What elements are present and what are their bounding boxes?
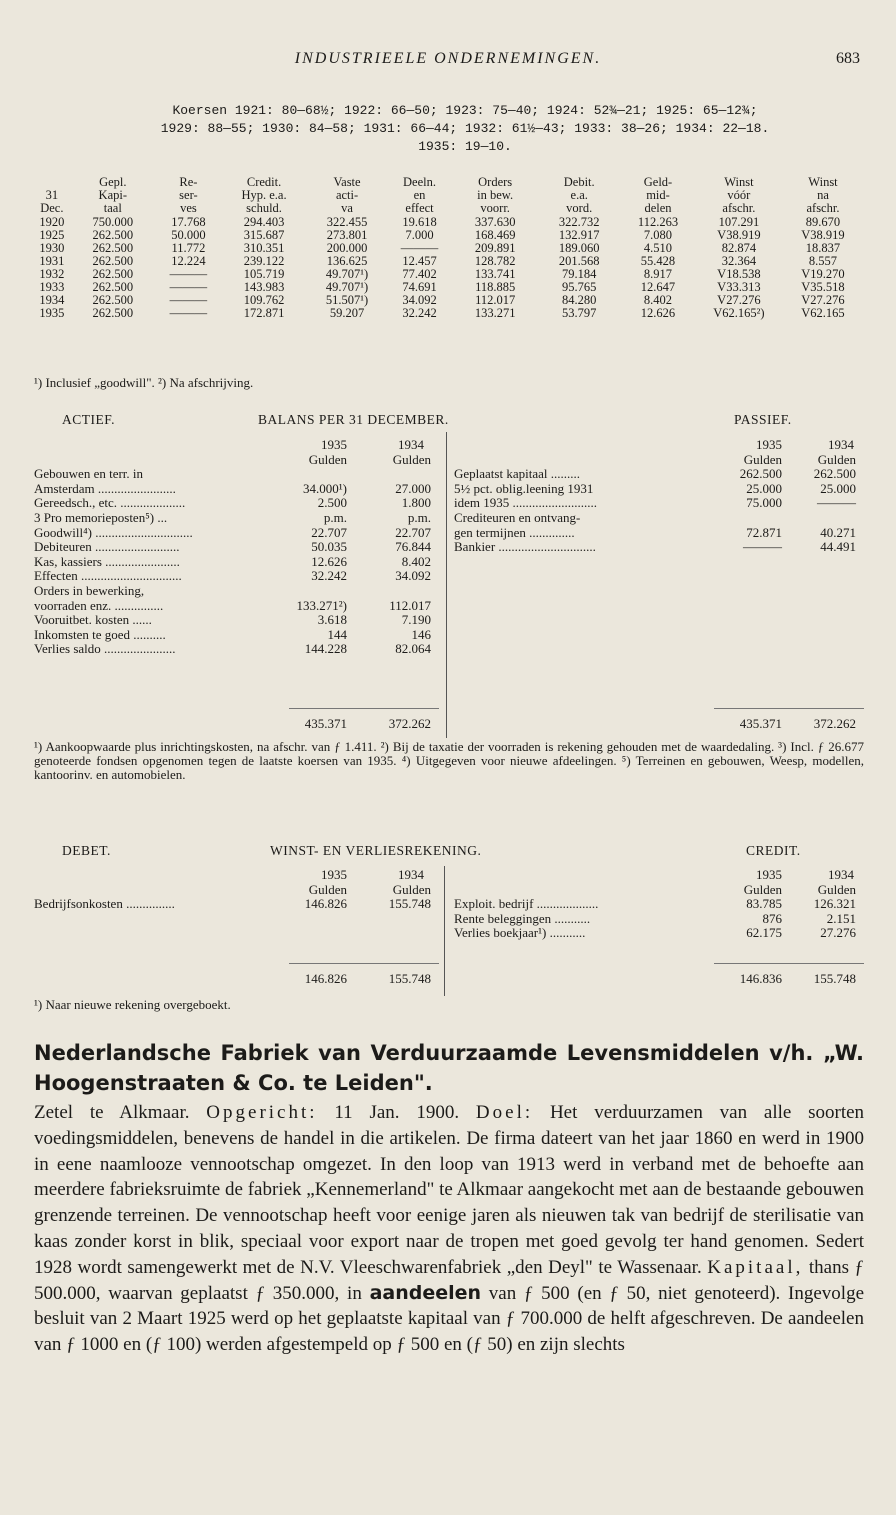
list-item xyxy=(34,584,439,599)
company-purpose-text: Het verduurzamen van alle soorten voedingsmiddelen, benevens de handel in die artikelen. De firma dateert van het jaar 1860 en werd in 1900 in eene naamlooze vennootschap omgezet. In den loop van 1913 werd in verband met de behoefte aan meerdere fabrieksruimte de fabriek „Kennemerland" te Alkmaar aangekocht met aan de bestaande gebouwen grenzende terreinen. De vennootschap heeft voor eenige jaren als nieuwen tak van bedrijf de sterilisatie van kaas zonder korst in blik, speciaal voor export naar de tropen met goed gevolg ter hand genomen. Sedert 1928 wordt samengewerkt met de N.V. Vleeschwarenfabriek „den Deyl" te Wassenaar. xyxy=(34,1102,865,1278)
key-figures-header-line: taal xyxy=(103,201,122,215)
list-item xyxy=(34,613,439,628)
value-cell: 132.917 xyxy=(558,228,600,242)
value-cell: ——— xyxy=(400,241,439,255)
value-cell: 133.271 xyxy=(474,306,516,320)
item-value-1935: 75.000 xyxy=(746,495,782,511)
assets-unit-1: Gulden xyxy=(308,451,347,467)
item-label: Orders in bewerking, xyxy=(34,583,145,598)
value-cell: V27.276 xyxy=(801,293,845,307)
value-cell: 294.403 xyxy=(243,215,285,229)
key-figures-header-line: 31 xyxy=(45,188,59,202)
liabilities-rows xyxy=(454,467,864,555)
key-figures-header-line: e.a. xyxy=(570,188,588,202)
key-figures-header-line: Gepl. xyxy=(99,175,127,189)
credit-total-1934: 155.748 xyxy=(813,971,856,986)
shares-word: aandeelen xyxy=(369,1281,482,1304)
price-quotes-line-1: Koersen 1921: 80—68½; 1922: 66—50; 1923: 75—40; 1924: 52¾—21; 1925: 65—12¾; xyxy=(172,103,758,118)
item-label: Rente beleggingen ........... xyxy=(454,911,591,926)
company-seat: Zetel te Alkmaar. xyxy=(34,1102,190,1123)
value-cell: 34.092 xyxy=(402,293,437,307)
liabilities-year-1: 1935 xyxy=(756,437,782,452)
key-figures-header-line: Credit. xyxy=(246,175,282,189)
balance-footnotes: ¹) Aankoopwaarde plus inrichtingskosten, na afschr. van ƒ 1.411. ²) Bij de taxatie der voorraden is rekening gehouden met de waardedaling. ³) Incl. ƒ 26.677 genoteerde fondsen opgenomen tegen de laatste koersen van 1935. ⁴) Uitgegeven voor nieuwe afdeelingen. ⁵) Terreinen en gebouwen, Weesp, modellen, kantoorinv. en automobielen. xyxy=(34,739,864,782)
year-cell: 1933 xyxy=(39,280,65,294)
item-label: Verlies saldo ...................... xyxy=(34,642,176,657)
list-item xyxy=(34,467,439,482)
list-item xyxy=(454,912,864,927)
profit-loss-title: WINST- EN VERLIESREKENING. xyxy=(270,843,482,858)
item-value-1934: 82.064 xyxy=(395,641,431,657)
list-item xyxy=(34,511,439,526)
value-cell: 337.630 xyxy=(474,215,516,229)
value-cell: 105.719 xyxy=(243,267,285,281)
table-row xyxy=(34,215,864,229)
value-cell: 239.122 xyxy=(243,254,285,268)
key-figures-header-line: ves xyxy=(180,201,197,215)
item-value-1934: 22.707 xyxy=(395,524,431,540)
item-label: 3 Pro memorieposten⁵) ... xyxy=(34,510,168,525)
value-cell: 310.351 xyxy=(243,241,285,255)
value-cell: 143.983 xyxy=(243,280,285,294)
liabilities-column xyxy=(454,438,864,555)
year-cell: 1920 xyxy=(39,215,65,229)
value-cell: 262.500 xyxy=(92,267,134,281)
list-item xyxy=(454,467,864,482)
year-cell: 1934 xyxy=(39,293,65,307)
item-value-1934: 27.000 xyxy=(395,480,431,496)
credit-year-1: 1935 xyxy=(756,867,782,882)
credit-year-2: 1934 xyxy=(828,867,854,882)
value-cell: 128.782 xyxy=(474,254,516,268)
company-name: Nederlandsche Fabriek van Verduurzaamde Levensmiddelen v/h. „W. Hoogenstraaten & Co. te Leiden". xyxy=(34,1041,864,1095)
value-cell: 51.507¹) xyxy=(325,293,369,307)
value-cell: V35.518 xyxy=(801,280,845,294)
value-cell: 8.917 xyxy=(643,267,673,281)
value-cell: 55.428 xyxy=(640,254,676,268)
item-value-1935: 83.785 xyxy=(746,896,782,912)
assets-heading: ACTIEF. xyxy=(62,412,116,427)
debit-total-1935: 146.826 xyxy=(304,971,347,986)
key-figures-header-line: afschr. xyxy=(722,201,756,215)
credit-heading: CREDIT. xyxy=(746,843,801,858)
key-figures-header-10 xyxy=(782,176,864,215)
item-value-1934: 27.276 xyxy=(820,925,856,941)
item-label: Geplaatst kapitaal ......... xyxy=(454,467,580,482)
item-value-1935: 262.500 xyxy=(739,466,782,482)
value-cell: 7.080 xyxy=(643,228,673,242)
liabilities-unit-1: Gulden xyxy=(743,451,782,467)
list-item xyxy=(34,526,439,541)
value-cell: ——— xyxy=(169,306,208,320)
value-cell: 262.500 xyxy=(92,293,134,307)
list-item xyxy=(454,897,864,912)
value-cell: 172.871 xyxy=(243,306,285,320)
list-item xyxy=(454,926,864,941)
value-cell: 107.291 xyxy=(718,215,760,229)
capital-label: Kapitaal, xyxy=(707,1256,804,1278)
item-value-1934: 76.844 xyxy=(395,539,431,555)
value-cell: 12.224 xyxy=(171,254,206,268)
balance-sheet xyxy=(34,408,864,738)
value-cell: V62.165²) xyxy=(713,306,765,320)
key-figures-header-row xyxy=(34,176,864,215)
value-cell: 59.207 xyxy=(329,306,365,320)
item-value-1934: 155.748 xyxy=(388,896,431,912)
key-figures-header-line: Debit. xyxy=(563,175,595,189)
value-cell: 4.510 xyxy=(643,241,673,255)
item-label: 5½ pct. oblig.leening 1931 xyxy=(454,481,594,496)
list-item xyxy=(34,628,439,643)
key-figures-header-line: Winst xyxy=(808,175,838,189)
founded-date: 11 Jan. 1900. xyxy=(334,1102,460,1123)
value-cell: 79.184 xyxy=(562,267,597,281)
debit-heading: DEBET. xyxy=(62,843,111,858)
item-label: Inkomsten te goed .......... xyxy=(34,627,166,642)
key-figures-header-line: Deeln. xyxy=(403,175,437,189)
key-figures-header-line: vóór xyxy=(727,188,751,202)
key-figures-header-line: Hyp. e.a. xyxy=(241,188,287,202)
value-cell: 209.891 xyxy=(474,241,516,255)
key-figures-header-line: na xyxy=(817,188,829,202)
assets-total-1934: 372.262 xyxy=(388,716,431,731)
profit-loss-account xyxy=(34,838,864,998)
debit-year-1: 1935 xyxy=(321,867,347,882)
credit-column xyxy=(454,868,864,941)
item-value-1935: 144.228 xyxy=(304,641,347,657)
value-cell: ——— xyxy=(169,267,208,281)
key-figures-header-line: Winst xyxy=(724,175,754,189)
value-cell: V38.919 xyxy=(801,228,845,242)
value-cell: V19.270 xyxy=(801,267,845,281)
item-value-1934: 34.092 xyxy=(395,568,431,584)
list-item xyxy=(34,540,439,555)
value-cell: 49.707¹) xyxy=(325,280,369,294)
item-value-1935: 133.271²) xyxy=(296,597,347,613)
value-cell: 50.000 xyxy=(171,228,206,242)
capital-text: thans ƒ 500.000, waarvan geplaatst ƒ 350.000, in xyxy=(34,1256,865,1304)
key-figures-header-6 xyxy=(452,176,538,215)
liabilities-total-rule xyxy=(714,708,864,709)
credit-unit-2: Gulden xyxy=(817,881,856,897)
year-cell: 1932 xyxy=(39,267,65,281)
value-cell: 118.885 xyxy=(475,280,516,294)
value-cell: V38.919 xyxy=(717,228,761,242)
item-label: Kas, kassiers ....................... xyxy=(34,554,180,569)
key-figures-header-line: acti- xyxy=(335,188,359,202)
assets-rows xyxy=(34,467,439,657)
list-item xyxy=(34,599,439,614)
purpose-label: Doel: xyxy=(475,1102,534,1123)
item-label: Verlies boekjaar¹) ........... xyxy=(454,926,586,941)
credit-total-1935: 146.836 xyxy=(739,971,782,986)
value-cell: 168.469 xyxy=(474,228,516,242)
value-cell: 74.691 xyxy=(402,280,437,294)
value-cell: 53.797 xyxy=(562,306,597,320)
assets-column xyxy=(34,438,439,657)
value-cell: 201.568 xyxy=(558,254,600,268)
key-figures-header-7 xyxy=(538,176,620,215)
page-number: 683 xyxy=(836,50,860,67)
balance-sheet-title: BALANS PER 31 DECEMBER. xyxy=(258,412,449,427)
key-figures-header-line: afschr. xyxy=(806,201,840,215)
key-figures-header-line: en xyxy=(413,188,426,202)
item-label: gen termijnen .............. xyxy=(454,525,575,540)
key-figures-header-line: mid- xyxy=(646,188,670,202)
assets-total-1935: 435.371 xyxy=(304,716,347,731)
profit-loss-footnote: ¹) Naar nieuwe rekening overgeboekt. xyxy=(34,997,231,1012)
key-figures-header-line: Re- xyxy=(179,175,198,189)
item-value-1934: 112.017 xyxy=(389,597,431,613)
list-item xyxy=(34,569,439,584)
assets-unit-2: Gulden xyxy=(392,451,431,467)
year-cell: 1925 xyxy=(39,228,65,242)
value-cell: 11.772 xyxy=(171,241,206,255)
value-cell: V33.313 xyxy=(717,280,761,294)
key-figures-header-line: va xyxy=(341,201,353,215)
value-cell: 200.000 xyxy=(326,241,368,255)
credit-rows xyxy=(454,897,864,941)
key-figures-header-4 xyxy=(307,176,387,215)
assets-year-2: 1934 xyxy=(398,437,424,452)
capital-text-continued: van ƒ 500 (en ƒ 50, niet genoteerd). Ingevolge besluit van 2 Maart 1925 werd op het geplaatste kapitaal van ƒ 700.000 de helft afgeschreven. De aandeelen van ƒ 1000 en (ƒ 100) werden afgestempeld op ƒ 500 en (ƒ 50) en zijn slechts xyxy=(34,1282,865,1356)
liabilities-total-1935: 435.371 xyxy=(739,716,782,731)
debit-year-2: 1934 xyxy=(398,867,424,882)
key-figures-header-line: Dec. xyxy=(40,201,64,215)
list-item xyxy=(454,482,864,497)
key-figures-header-3 xyxy=(221,176,307,215)
value-cell: 82.874 xyxy=(721,241,757,255)
item-label: Bankier .............................. xyxy=(454,540,596,555)
assets-year-1: 1935 xyxy=(321,437,347,452)
liabilities-total-row xyxy=(454,717,864,732)
item-value-1935: 32.242 xyxy=(311,568,347,584)
item-label: Goodwill⁴) .............................. xyxy=(34,525,193,540)
item-label: Gebouwen en terr. in xyxy=(34,467,144,482)
value-cell: 262.500 xyxy=(92,241,134,255)
item-value-1935: 72.871 xyxy=(746,524,782,540)
item-value-1934: 7.190 xyxy=(401,612,431,628)
value-cell: 95.765 xyxy=(562,280,597,294)
item-value-1935: 876 xyxy=(762,910,782,926)
value-cell: ——— xyxy=(169,280,208,294)
value-cell: 19.618 xyxy=(402,215,437,229)
item-label: Crediteuren en ontvang- xyxy=(454,510,581,525)
value-cell: 315.687 xyxy=(243,228,285,242)
value-cell: V62.165 xyxy=(801,306,845,320)
key-figures-header-line: voorr. xyxy=(480,201,510,215)
value-cell: V27.276 xyxy=(717,293,761,307)
list-item xyxy=(454,526,864,541)
key-figures-footnote: ¹) Inclusief „goodwill". ²) Na afschrijving. xyxy=(34,375,254,390)
credit-unit-1: Gulden xyxy=(743,881,782,897)
value-cell: 322.455 xyxy=(326,215,368,229)
item-value-1934: 8.402 xyxy=(401,553,431,569)
value-cell: 322.732 xyxy=(558,215,600,229)
item-value-1935: 12.626 xyxy=(311,553,347,569)
key-figures-header-line: Kapi- xyxy=(98,188,128,202)
item-value-1934: 262.500 xyxy=(813,466,856,482)
key-figures-header-line: schuld. xyxy=(246,201,282,215)
key-figures-body xyxy=(34,215,864,320)
key-figures-header-0 xyxy=(34,176,70,215)
item-label: Gereedsch., etc. .................... xyxy=(34,496,186,511)
item-label: Amsterdam ........................ xyxy=(34,481,176,496)
item-value-1934: 25.000 xyxy=(820,480,856,496)
value-cell: 32.242 xyxy=(402,306,437,320)
value-cell: 12.457 xyxy=(402,254,437,268)
item-value-1935: 144 xyxy=(327,626,347,642)
list-item xyxy=(34,555,439,570)
list-item xyxy=(454,540,864,555)
value-cell: 49.707¹) xyxy=(325,267,369,281)
item-value-1934: p.m. xyxy=(407,509,431,525)
credit-total-row xyxy=(454,972,864,987)
item-value-1935: 2.500 xyxy=(317,495,347,511)
item-label: Effecten ............................... xyxy=(34,569,182,584)
item-value-1934: 44.491 xyxy=(820,539,856,555)
value-cell: V18.538 xyxy=(717,267,761,281)
item-label: Vooruitbet. kosten ...... xyxy=(34,613,152,628)
assets-total-row xyxy=(34,717,439,732)
key-figures-header-9 xyxy=(696,176,782,215)
list-item xyxy=(34,482,439,497)
value-cell: 77.402 xyxy=(402,267,437,281)
value-cell: 273.801 xyxy=(326,228,368,242)
item-value-1934: 2.151 xyxy=(826,910,856,926)
value-cell: 262.500 xyxy=(92,306,134,320)
list-item xyxy=(34,897,439,912)
item-label: Exploit. bedrijf ................... xyxy=(454,897,599,912)
price-quotes-line-3: 1935: 19—10. xyxy=(418,139,512,154)
liabilities-heading: PASSIEF. xyxy=(734,412,792,427)
value-cell: 18.837 xyxy=(805,241,841,255)
value-cell: 262.500 xyxy=(92,254,134,268)
list-item xyxy=(34,642,439,657)
debit-unit-2: Gulden xyxy=(392,881,431,897)
value-cell: 8.402 xyxy=(643,293,673,307)
key-figures-header-line: delen xyxy=(644,201,672,215)
table-row xyxy=(34,307,864,320)
company-description xyxy=(34,1100,864,1358)
key-figures-header-2 xyxy=(156,176,221,215)
item-value-1934: 1.800 xyxy=(401,495,431,511)
key-figures-header-line: effect xyxy=(405,201,434,215)
value-cell: 12.647 xyxy=(640,280,676,294)
credit-total-rule xyxy=(714,963,864,964)
price-quotes xyxy=(70,102,860,156)
item-value-1934: 126.321 xyxy=(813,896,856,912)
item-label: Debiteuren .......................... xyxy=(34,540,180,555)
year-cell: 1930 xyxy=(39,241,65,255)
liabilities-year-2: 1934 xyxy=(828,437,854,452)
debit-column xyxy=(34,868,439,912)
value-cell: 109.762 xyxy=(243,293,285,307)
item-value-1935: ——— xyxy=(743,539,782,555)
debit-total-1934: 155.748 xyxy=(388,971,431,986)
value-cell: ——— xyxy=(169,293,208,307)
key-figures-header-8 xyxy=(620,176,696,215)
item-value-1935: 62.175 xyxy=(746,925,782,941)
list-item xyxy=(454,511,864,526)
item-value-1934: ——— xyxy=(817,495,856,511)
value-cell: 8.557 xyxy=(808,254,838,268)
value-cell: 7.000 xyxy=(405,228,434,242)
value-cell: 262.500 xyxy=(92,228,134,242)
value-cell: 112.263 xyxy=(637,215,679,229)
liabilities-total-1934: 372.262 xyxy=(813,716,856,731)
key-figures-header-line: vord. xyxy=(566,201,593,215)
key-figures-header-1 xyxy=(70,176,156,215)
running-title: INDUSTRIEELE ONDERNEMINGEN. xyxy=(294,50,602,67)
key-figures-header-line: in bew. xyxy=(477,188,514,202)
item-value-1935: 22.707 xyxy=(311,524,347,540)
page-header xyxy=(0,50,896,74)
list-item xyxy=(34,496,439,511)
value-cell: 750.000 xyxy=(92,215,134,229)
value-cell: 262.500 xyxy=(92,280,134,294)
price-quotes-line-2: 1929: 88—55; 1930: 84—58; 1931: 66—44; 1932: 61½—43; 1933: 38—26; 1934: 22—18. xyxy=(160,121,770,136)
year-cell: 1931 xyxy=(39,254,65,268)
item-value-1934: 40.271 xyxy=(820,524,856,540)
value-cell: 84.280 xyxy=(562,293,597,307)
debit-unit-1: Gulden xyxy=(308,881,347,897)
balance-divider xyxy=(446,432,447,738)
item-label: Bedrijfsonkosten ............... xyxy=(34,897,175,912)
item-value-1935: 3.618 xyxy=(317,612,347,628)
value-cell: 32.364 xyxy=(721,254,757,268)
list-item xyxy=(454,496,864,511)
item-value-1935: p.m. xyxy=(323,509,347,525)
value-cell: 12.626 xyxy=(640,306,676,320)
value-cell: 189.060 xyxy=(558,241,600,255)
key-figures-header-line: Geld- xyxy=(643,175,673,189)
item-label: voorraden enz. ............... xyxy=(34,598,164,613)
key-figures-table xyxy=(34,176,864,320)
founded-label: Opgericht: xyxy=(206,1102,318,1123)
year-cell: 1935 xyxy=(39,306,65,320)
debit-rows xyxy=(34,897,439,912)
value-cell: 133.741 xyxy=(474,267,516,281)
item-value-1934: 146 xyxy=(411,626,431,642)
key-figures-header-line: Vaste xyxy=(333,175,361,189)
item-label: idem 1935 .......................... xyxy=(454,496,597,511)
profit-loss-divider xyxy=(444,866,445,996)
value-cell: 17.768 xyxy=(171,215,206,229)
value-cell: 112.017 xyxy=(475,293,516,307)
liabilities-unit-2: Gulden xyxy=(817,451,856,467)
item-value-1935: 146.826 xyxy=(304,896,347,912)
item-value-1935: 50.035 xyxy=(311,539,347,555)
item-value-1935: 25.000 xyxy=(746,480,782,496)
debit-total-rule xyxy=(289,963,439,964)
value-cell: 136.625 xyxy=(326,254,368,268)
debit-total-row xyxy=(34,972,439,987)
assets-total-rule xyxy=(289,708,439,709)
key-figures-header-5 xyxy=(387,176,452,215)
value-cell: 89.670 xyxy=(805,215,841,229)
key-figures-header-line: Orders xyxy=(478,175,513,189)
item-value-1935: 34.000¹) xyxy=(303,480,347,496)
key-figures-header-line: ser- xyxy=(179,188,198,202)
